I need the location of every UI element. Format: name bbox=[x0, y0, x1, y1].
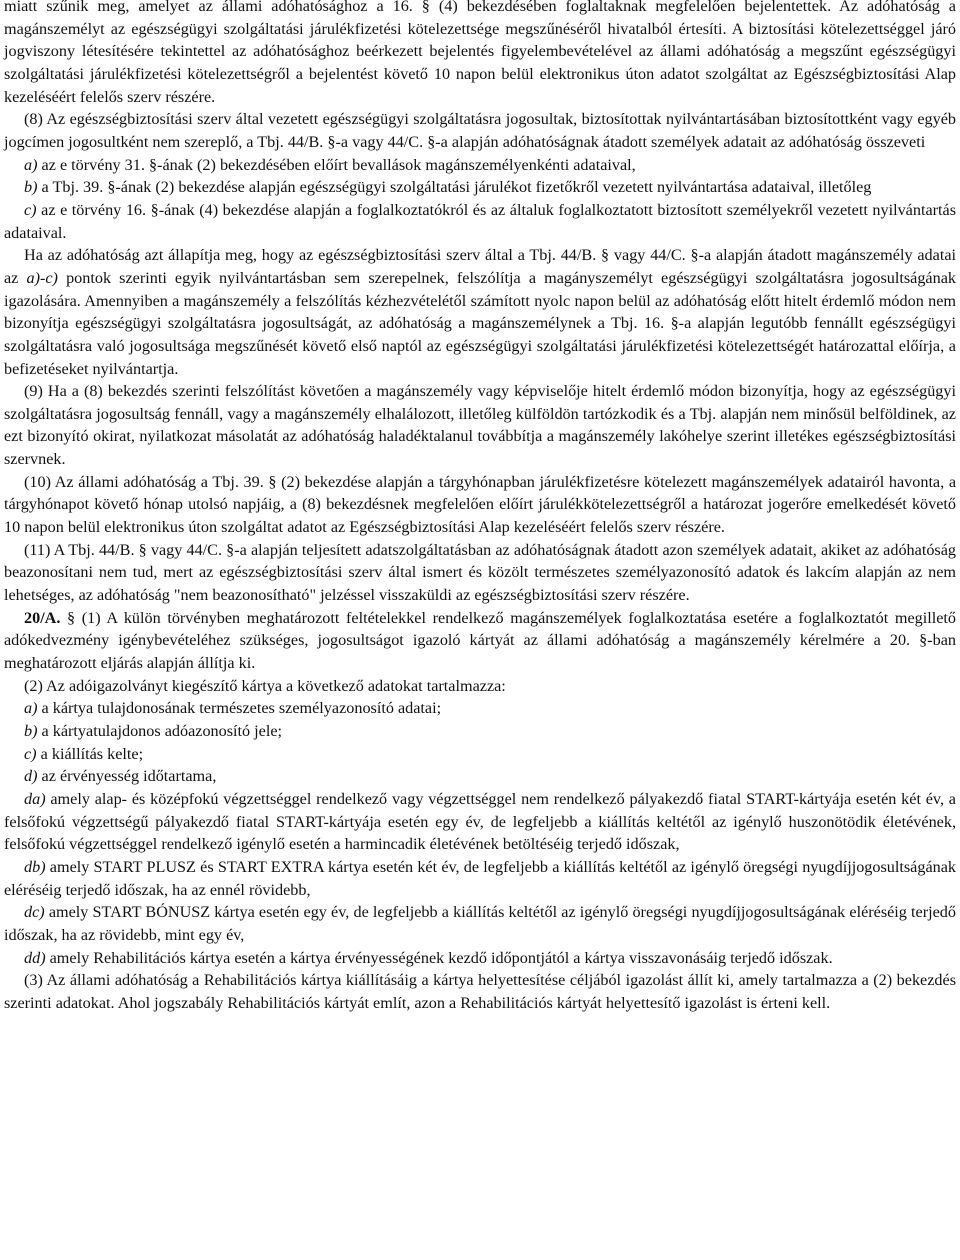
paragraph-text: (2) Az adóigazolványt kiegészítő kártya a következő adatokat tartalmazza: bbox=[24, 676, 506, 695]
paragraph-text: az e törvény 16. §-ának (4) bekezdése alapján a foglalkoztatókról és az általuk foglalkoztatott biztosított személyekről vezetett nyilvántartás adataival. bbox=[4, 200, 956, 242]
paragraph-text: a kártyatulajdonos adóazonosító jele; bbox=[37, 722, 283, 740]
list-marker: a) bbox=[24, 699, 38, 718]
paragraph bbox=[4, 675, 956, 698]
paragraph bbox=[4, 0, 956, 108]
list-marker: da) bbox=[24, 789, 46, 808]
paragraph-text: (11) A Tbj. 44/B. § vagy 44/C. §-a alapján teljesített adatszolgáltatásban az adóhatóságnak átadott azon személyek adatait, akiket az adóhatóság beazonosítani nem tud, mert az egészségbiztosítási szerv által ismert és közölt természetes személyazonosító adatok és lakcím alapján az nem lehetséges, az adóhatóság "nem beazonosítható" jelzéssel visszaküldi az egészségbiztosítási szerv részére. bbox=[4, 540, 956, 605]
paragraph bbox=[4, 108, 956, 153]
paragraph-text: pontok szerinti egyik nyilvántartásban sem szerepelnek, felszólítja a magányszemélyt egészségügyi szolgáltatásra jogosultságának igazolására. Amennyiben a magánszemély a felszólítás kézhezvételétől számított nyolc napon belül az adóhatóság előtt hitelt érdemlő módon nem bizonyítja egészségügyi szolgáltatásra jogosultságát, az adóhatóság a magánszemélynek a Tbj. 16. §-a alapján legutóbb fennállt egészségügyi szolgáltatásra való jogosultsága megszűnését követő első naptól az egészségügyi szolgáltatási járulékfizetési kötelezettségét határozattal előírja, a befizetéseket nyilvántartja. bbox=[4, 268, 956, 378]
paragraph bbox=[4, 244, 956, 380]
list-marker: dd) bbox=[24, 948, 46, 967]
paragraph-text: amely Rehabilitációs kártya esetén a kártya érvényességének kezdő időpontjától a kártya visszavonásáig terjedő időszak. bbox=[45, 948, 833, 967]
list-marker: a) bbox=[24, 155, 38, 174]
paragraph bbox=[4, 380, 956, 471]
paragraph-text: (10) Az állami adóhatóság a Tbj. 39. § (2) bekezdése alapján a tárgyhónapban járulékfizetésre kötelezett magánszemélyek adatairól havonta, a tárgyhónapot követő hónap utolsó napjáig, a (8) bekezdésnek megfelelően előírt járulékkötelezettségről a határozat jogerőre emelkedését követő 10 napon belül elektronikus úton szolgáltat adatot az Egészségbiztosítási Alap kezeléséért felelős szerv részére. bbox=[4, 472, 956, 537]
paragraph-text: amely START BÓNUSZ kártya esetén egy év, de legfeljebb a kiállítás keltétől az igénylő öregségi nyugdíjjogosultságának eléréséig terjedő időszak, ha az rövidebb, mint egy év, bbox=[4, 903, 956, 944]
list-marker: c) bbox=[24, 200, 37, 219]
list-marker: b) bbox=[24, 178, 38, 197]
paragraph-text: a kártya tulajdonosának természetes személyazonosító adatai; bbox=[37, 699, 442, 718]
paragraph-text: amely alap- és középfokú végzettséggel rendelkező vagy végzettséggel nem rendelkező pályakezdő fiatal START-kártyája esetén két év, a felsőfokú végzettségű pályakezdő fiatal START-kártyája esetén egy év, de legfeljebb a kiállítás keltétől az igénylő huszonötödik életévének, felsőfokú végzettséggel rendelkező igénylő esetén a harmincadik életévének betöltéséig terjedő időszak, bbox=[4, 789, 956, 854]
paragraph bbox=[4, 199, 956, 244]
paragraph bbox=[4, 901, 956, 946]
paragraph-text: miatt szűnik meg, amelyet az állami adóhatósághoz a 16. § (4) bekezdésében foglaltaknak megfelelően bejelentettek. Az adóhatóság a magánszemélyt az egészségügyi szolgáltatási járulékfizetési kötelezettsége megszűnéséről hivatalból értesíti. A biztosítási kötelezettséggel járó jogviszony létesítésére tekintettel az adóhatósághoz beérkezett bejelentés figyelembevételével az állami adóhatóság a megszűnt egészségügyi szolgáltatási járulékfizetési kötelezettségről a bejelentést követő 10 napon belül elektronikus úton adatot szolgáltat az Egészségbiztosítási Alap kezeléséért felelős szerv részére. bbox=[4, 0, 956, 106]
paragraph bbox=[4, 969, 956, 1014]
paragraph bbox=[4, 539, 956, 607]
paragraph-text: (8) Az egészségbiztosítási szerv által vezetett egészségügyi szolgáltatásra jogosultak, biztosítottak nyilvántartásában biztosítottként vagy egyéb jogcímen jogosultként nem szereplő, a Tbj. 44/B. §-a vagy 44/C. §-a alapján adóhatóságnak átadott személyek adatait az adóhatóság összeveti bbox=[4, 110, 956, 151]
paragraph bbox=[4, 856, 956, 901]
paragraph bbox=[4, 176, 956, 199]
paragraph-text: az érvényesség időtartama, bbox=[37, 767, 217, 786]
paragraph bbox=[4, 607, 956, 675]
paragraph bbox=[4, 947, 956, 970]
list-marker: db) bbox=[24, 857, 46, 876]
paragraph-text: (9) Ha a (8) bekezdés szerinti felszólítást követően a magánszemély vagy képviselője hitelt érdemlő módon bizonyítja, hogy az egészségügyi szolgáltatásra jogosultság fennáll, vagy a magánszemély elhalálozott, illetőleg külföldön tartózkodik és a Tbj. alapján nem minősül belföldinek, az ezt bizonyító okirat, nyilatkozat másolatát az adóhatóság haladéktalanul továbbítja a magánszemély lakóhelye szerint illetékes egészségbiztosítási szervnek. bbox=[4, 382, 956, 469]
list-marker: a)-c) bbox=[26, 268, 58, 287]
paragraph-text: az e törvény 31. §-ának (2) bekezdésében előírt bevallások magánszemélyenkénti adataival, bbox=[37, 155, 636, 174]
list-marker: d) bbox=[24, 767, 38, 786]
list-marker: c) bbox=[24, 744, 37, 763]
list-marker: b) bbox=[24, 722, 38, 740]
paragraph-text: (3) Az állami adóhatóság a Rehabilitációs kártya kiállításáig a kártya helyettesítése céljából igazolást állít ki, amely tartalmazza a (2) bekezdés szerinti adatokat. Ahol jogszabály Rehabilitációs kártyát említ, azon a Rehabilitációs kártyát helyettesítő igazolást is érteni kell. bbox=[4, 971, 956, 1012]
list-marker: dc) bbox=[24, 903, 45, 922]
paragraph bbox=[4, 154, 956, 177]
paragraph-text: Ha az adóhatóság azt állapítja meg, hogy az egészségbiztosítási szerv által a Tbj. 44/B. § vagy 44/C. §-a alapján átadott magánszemély adatai az bbox=[4, 246, 956, 287]
paragraph-text: a Tbj. 39. §-ának (2) bekezdése alapján egészségügyi szolgáltatási járulékot fizetőkről vezetett nyilvántartása adataival, illetőleg bbox=[37, 178, 872, 197]
section-number: 20/A. bbox=[24, 608, 61, 627]
paragraph bbox=[4, 788, 956, 856]
paragraph bbox=[4, 471, 956, 539]
paragraph bbox=[4, 743, 956, 766]
paragraph-text: a kiállítás kelte; bbox=[36, 744, 144, 763]
paragraph-text: § (1) A külön törvényben meghatározott feltételekkel rendelkező magánszemélyek foglalkoztatása esetére a foglalkoztatót megillető adókedvezmény igénybevételéhez szükséges, jogosultságot igazoló kártyát az állami adóhatóság a magánszemély kérelmére a 20. §-ban meghatározott eljárás alapján állítja ki. bbox=[4, 608, 956, 673]
paragraph bbox=[4, 697, 956, 720]
paragraph-text: amely START PLUSZ és START EXTRA kártya esetén két év, de legfeljebb a kiállítás keltétől az igénylő öregségi nyugdíjjogosultságának eléréséig terjedő időszak, ha az ennél rövidebb, bbox=[4, 857, 956, 899]
paragraph bbox=[4, 720, 956, 743]
paragraph bbox=[4, 765, 956, 788]
